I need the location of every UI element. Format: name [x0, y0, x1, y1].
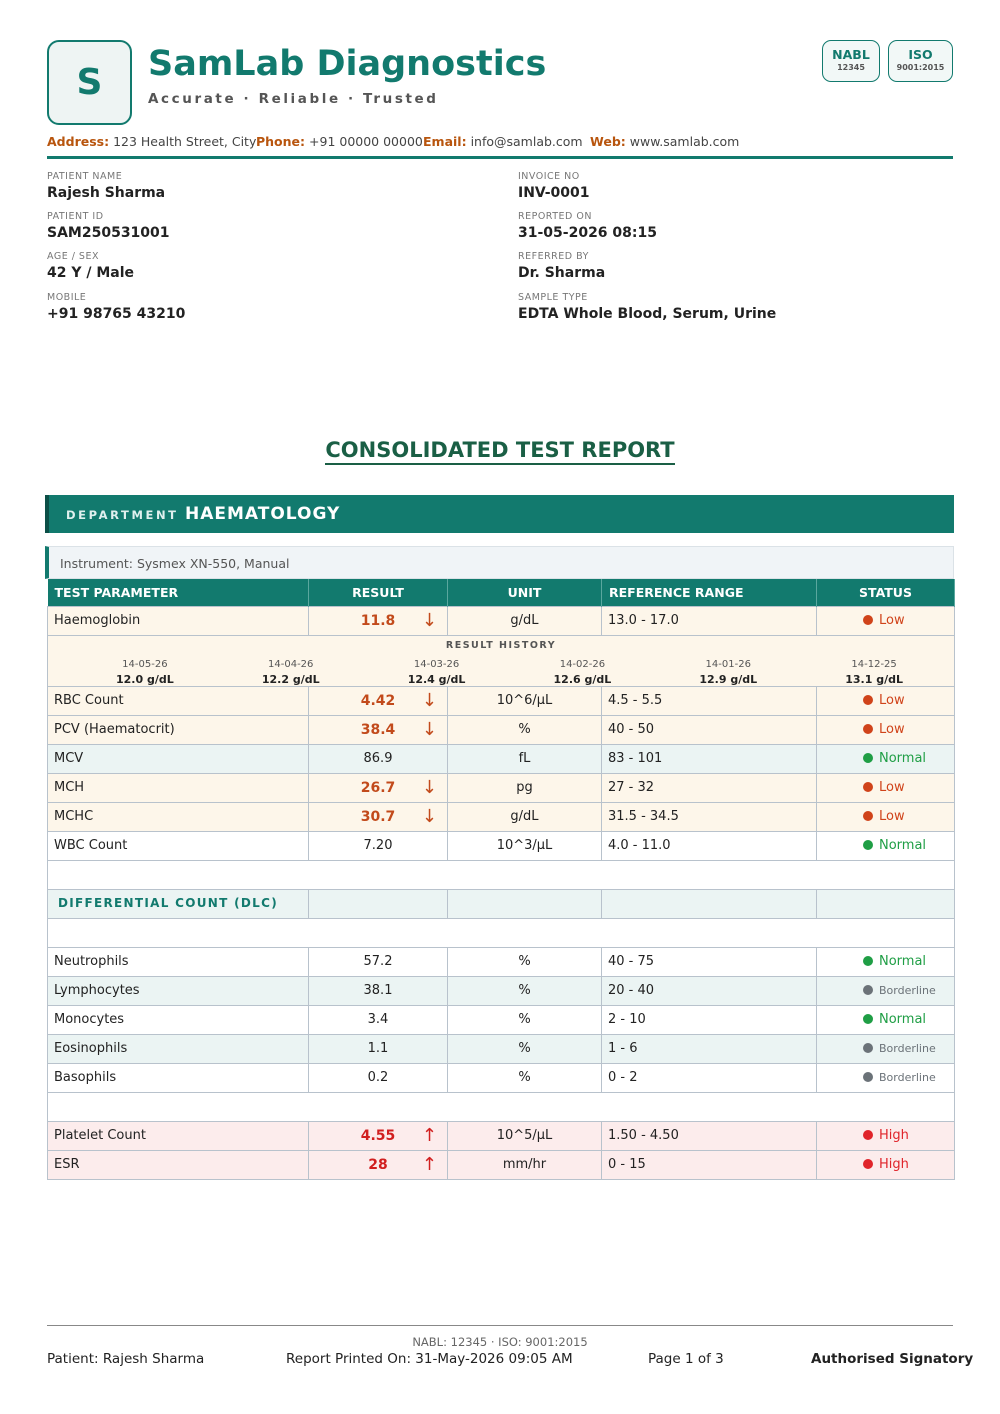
age-sex: 42 Y / Male	[47, 265, 135, 281]
arrow-down-icon: ↓	[421, 689, 437, 711]
header-status: STATUS	[817, 579, 955, 606]
history-value: 12.6 g/dL	[553, 672, 612, 686]
department-name: HAEMATOLOGY	[185, 504, 341, 524]
status-badge	[817, 831, 955, 860]
referred-by: Dr. Sharma	[518, 265, 606, 281]
result-value	[309, 715, 448, 744]
empty-cell	[602, 889, 817, 918]
email-field	[423, 134, 583, 149]
test-name: RBC Count	[48, 686, 309, 715]
unit: %	[448, 1034, 602, 1063]
table-row	[48, 715, 955, 744]
unit: pg	[448, 773, 602, 802]
result-value: 1.1	[309, 1034, 448, 1063]
phone-label: Phone:	[256, 134, 306, 149]
history-date: 14-03-26	[413, 658, 460, 670]
test-name: Basophils	[48, 1063, 309, 1092]
status-dot-icon	[863, 1072, 873, 1082]
header-divider	[47, 156, 953, 159]
department-bar	[45, 495, 954, 533]
spacer-row	[48, 1092, 955, 1121]
unit: %	[448, 1063, 602, 1092]
status-dot-icon	[863, 1130, 873, 1140]
header-unit: UNIT	[448, 579, 602, 606]
iso-badge	[888, 40, 953, 82]
referred-by-label: REFERRED BY	[518, 251, 589, 262]
reference-range: 4.0 - 11.0	[602, 831, 817, 860]
footer-patient: Patient: Rajesh Sharma	[47, 1351, 205, 1367]
reported-on: 31-05-2026 08:15	[518, 225, 657, 241]
dlc-title: DIFFERENTIAL COUNT (DLC)	[58, 896, 279, 910]
test-name: Lymphocytes	[48, 976, 309, 1005]
table-row	[48, 1121, 955, 1150]
unit: %	[448, 715, 602, 744]
history-item	[554, 659, 612, 686]
status-badge	[817, 802, 955, 831]
result-number: 28	[368, 1156, 388, 1173]
arrow-down-icon: ↓	[421, 609, 437, 631]
spacer-row	[48, 918, 955, 947]
result-value: 57.2	[309, 947, 448, 976]
table-row	[48, 831, 955, 860]
mobile-label: MOBILE	[47, 292, 87, 303]
table-row	[48, 1005, 955, 1034]
web-value: www.samlab.com	[629, 134, 740, 149]
history-value: 12.0 g/dL	[116, 672, 174, 686]
patient-id: SAM250531001	[47, 225, 170, 241]
status-dot-icon	[863, 753, 873, 763]
status-text: Low	[879, 613, 905, 628]
history-value: 12.9 g/dL	[699, 672, 758, 686]
arrow-down-icon: ↓	[421, 718, 437, 740]
unit: g/dL	[448, 606, 602, 635]
status-dot-icon	[863, 956, 873, 966]
status-dot-icon	[863, 811, 873, 821]
report-title-text: CONSOLIDATED TEST REPORT	[325, 438, 674, 465]
status-badge	[817, 686, 955, 715]
test-name: PCV (Haematocrit)	[48, 715, 309, 744]
result-value: 7.20	[309, 831, 448, 860]
reference-range: 31.5 - 34.5	[602, 802, 817, 831]
status-text: Low	[879, 693, 905, 708]
unit: %	[448, 1005, 602, 1034]
footer-signatory: Authorised Signatory	[811, 1351, 974, 1367]
table-row	[48, 947, 955, 976]
reference-range: 0 - 2	[602, 1063, 817, 1092]
table-row	[48, 976, 955, 1005]
result-value	[309, 686, 448, 715]
spacer-cell	[48, 918, 955, 947]
status-dot-icon	[863, 695, 873, 705]
unit: %	[448, 976, 602, 1005]
reference-range: 4.5 - 5.5	[602, 686, 817, 715]
result-history-list	[54, 659, 948, 686]
result-value	[309, 802, 448, 831]
footer-accreditation: NABL: 12345 · ISO: 9001:2015	[412, 1335, 588, 1349]
reported-on-label: REPORTED ON	[518, 211, 592, 222]
test-name: ESR	[48, 1150, 309, 1179]
badge-title: NABL	[832, 47, 870, 62]
status-text: Borderline	[879, 1042, 936, 1055]
lab-name: SamLab Diagnostics	[148, 44, 547, 84]
lab-tagline: Accurate · Reliable · Trusted	[148, 91, 439, 107]
history-item	[408, 659, 466, 686]
history-value: 13.1 g/dL	[845, 672, 903, 686]
table-header-row	[48, 579, 955, 606]
address-field	[47, 134, 256, 149]
address-value: 123 Health Street, City	[113, 134, 257, 149]
status-text: High	[879, 1128, 909, 1143]
result-value: 86.9	[309, 744, 448, 773]
status-text: Low	[879, 722, 905, 737]
history-date: 14-02-26	[559, 658, 606, 670]
arrow-up-icon: ↑	[421, 1124, 437, 1146]
status-text: Normal	[879, 838, 927, 853]
status-badge	[817, 715, 955, 744]
status-badge	[817, 1150, 955, 1179]
patient-name-label: PATIENT NAME	[47, 171, 123, 182]
arrow-up-icon: ↑	[421, 1153, 437, 1175]
reference-range: 1 - 6	[602, 1034, 817, 1063]
status-text: Borderline	[879, 984, 936, 997]
result-history-title: RESULT HISTORY	[445, 639, 557, 651]
status-badge	[817, 947, 955, 976]
reference-range: 40 - 75	[602, 947, 817, 976]
result-value: 0.2	[309, 1063, 448, 1092]
report-title	[0, 438, 1000, 462]
table-row	[48, 1150, 955, 1179]
status-badge	[817, 1034, 955, 1063]
table-row	[48, 686, 955, 715]
email-label: Email:	[423, 134, 467, 149]
status-dot-icon	[863, 1014, 873, 1024]
spacer-cell	[48, 1092, 955, 1121]
age-sex-label: AGE / SEX	[47, 251, 99, 262]
test-name: Haemoglobin	[48, 606, 309, 635]
history-item	[262, 659, 320, 686]
address-label: Address:	[47, 134, 110, 149]
history-date: 14-04-26	[268, 658, 314, 670]
table-row	[48, 802, 955, 831]
history-item	[845, 659, 903, 686]
result-value	[309, 1121, 448, 1150]
footer-printed-on: Report Printed On: 31-May-2026 09:05 AM	[286, 1351, 573, 1367]
status-badge	[817, 1063, 955, 1092]
unit: 10^5/µL	[448, 1121, 602, 1150]
unit: 10^6/µL	[448, 686, 602, 715]
reference-range: 2 - 10	[602, 1005, 817, 1034]
spacer-cell	[48, 860, 955, 889]
table-row	[48, 773, 955, 802]
reference-range: 0 - 15	[602, 1150, 817, 1179]
test-name: Monocytes	[48, 1005, 309, 1034]
status-text: Normal	[879, 1012, 927, 1027]
department-label: DEPARTMENT	[66, 508, 179, 522]
unit: mm/hr	[448, 1150, 602, 1179]
patient-id-label: PATIENT ID	[47, 211, 104, 222]
arrow-down-icon: ↓	[421, 805, 437, 827]
badge-title: ISO	[908, 47, 933, 62]
status-dot-icon	[863, 782, 873, 792]
history-value: 12.4 g/dL	[407, 672, 466, 686]
badge-number: 12345	[837, 63, 865, 72]
result-number: 4.55	[360, 1127, 396, 1144]
status-dot-icon	[863, 1043, 873, 1053]
status-text: Normal	[879, 954, 927, 969]
nabl-badge	[822, 40, 880, 82]
patient-name: Rajesh Sharma	[47, 185, 166, 201]
result-history	[48, 635, 955, 686]
lab-logo	[47, 40, 132, 125]
test-name: WBC Count	[48, 831, 309, 860]
table-row	[48, 1063, 955, 1092]
status-dot-icon	[863, 724, 873, 734]
status-badge	[817, 744, 955, 773]
dlc-heading	[48, 889, 309, 918]
sample-type-label: SAMPLE TYPE	[518, 292, 588, 303]
test-name: Neutrophils	[48, 947, 309, 976]
result-value: 38.1	[309, 976, 448, 1005]
result-value	[309, 606, 448, 635]
unit: 10^3/µL	[448, 831, 602, 860]
history-item	[699, 659, 757, 686]
result-value: 3.4	[309, 1005, 448, 1034]
dlc-heading-row	[48, 889, 955, 918]
status-dot-icon	[863, 615, 873, 625]
footer-divider	[47, 1325, 953, 1326]
email-value: info@samlab.com	[470, 134, 583, 149]
reference-range: 40 - 50	[602, 715, 817, 744]
results-table	[47, 579, 955, 1180]
spacer-row	[48, 860, 955, 889]
unit: %	[448, 947, 602, 976]
header-reference-range: REFERENCE RANGE	[602, 579, 817, 606]
footer-page-number: Page 1 of 3	[648, 1351, 724, 1367]
history-date: 14-12-25	[851, 658, 897, 670]
status-badge	[817, 976, 955, 1005]
web-field	[590, 134, 739, 149]
reference-range: 27 - 32	[602, 773, 817, 802]
test-name: MCH	[48, 773, 309, 802]
result-number: 11.8	[360, 612, 396, 629]
test-name: MCV	[48, 744, 309, 773]
result-value	[309, 773, 448, 802]
header-test-parameter: TEST PARAMETER	[48, 579, 309, 606]
status-dot-icon	[863, 985, 873, 995]
status-dot-icon	[863, 840, 873, 850]
reference-range: 1.50 - 4.50	[602, 1121, 817, 1150]
web-label: Web:	[590, 134, 626, 149]
history-item	[116, 659, 174, 686]
result-number: 26.7	[360, 779, 396, 796]
result-value	[309, 1150, 448, 1179]
unit: g/dL	[448, 802, 602, 831]
mobile: +91 98765 43210	[47, 306, 186, 322]
table-row	[48, 606, 955, 635]
result-history-row	[48, 635, 955, 686]
reference-range: 83 - 101	[602, 744, 817, 773]
header-result: RESULT	[309, 579, 448, 606]
table-row	[48, 1034, 955, 1063]
history-date: 14-05-26	[122, 658, 168, 670]
table-row	[48, 744, 955, 773]
invoice-number: INV-0001	[518, 185, 590, 201]
history-value: 12.2 g/dL	[261, 672, 320, 686]
badge-number: 9001:2015	[896, 63, 945, 72]
result-number: 4.42	[360, 692, 396, 709]
empty-cell	[448, 889, 602, 918]
test-name: Platelet Count	[48, 1121, 309, 1150]
result-number: 38.4	[360, 721, 396, 738]
status-badge	[817, 1121, 955, 1150]
status-text: Low	[879, 780, 905, 795]
test-name: Eosinophils	[48, 1034, 309, 1063]
history-date: 14-01-26	[705, 658, 751, 670]
sample-type: EDTA Whole Blood, Serum, Urine	[518, 306, 777, 322]
status-badge	[817, 1005, 955, 1034]
status-text: Normal	[879, 751, 927, 766]
unit: fL	[448, 744, 602, 773]
instrument-info: Instrument: Sysmex XN-550, Manual	[45, 546, 954, 579]
empty-cell	[309, 889, 448, 918]
result-number: 30.7	[360, 808, 396, 825]
logo-letter: S	[76, 62, 103, 103]
reference-range: 20 - 40	[602, 976, 817, 1005]
status-dot-icon	[863, 1159, 873, 1169]
arrow-down-icon: ↓	[421, 776, 437, 798]
test-name: MCHC	[48, 802, 309, 831]
status-text: High	[879, 1157, 909, 1172]
status-text: Low	[879, 809, 905, 824]
phone-value: +91 00000 00000	[309, 134, 423, 149]
empty-cell	[817, 889, 955, 918]
reference-range: 13.0 - 17.0	[602, 606, 817, 635]
status-text: Borderline	[879, 1071, 936, 1084]
invoice-label: INVOICE NO	[518, 171, 580, 182]
status-badge	[817, 773, 955, 802]
phone-field	[256, 134, 423, 149]
status-badge	[817, 606, 955, 635]
